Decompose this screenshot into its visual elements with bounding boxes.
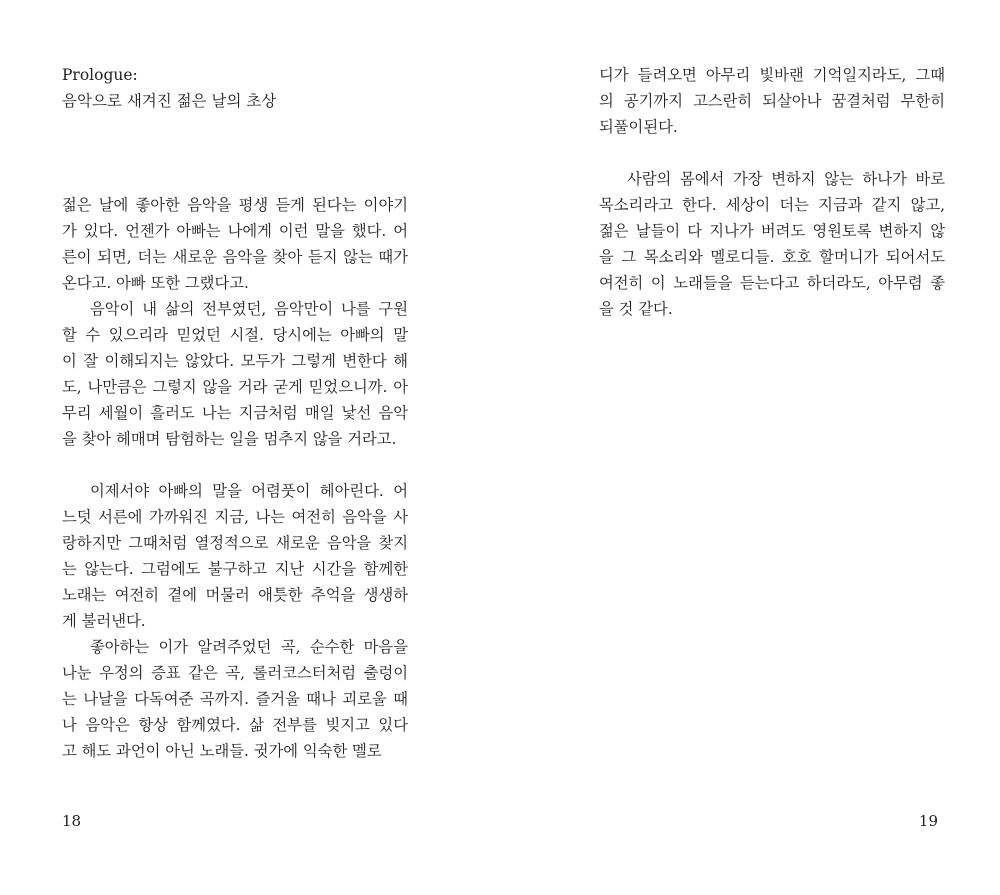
text-line: 이 잘 이해되지는 않았다. 모두가 그렇게 변한다 해 (62, 352, 408, 370)
text-line: 여전히 이 노래들을 듣는다고 하더라도, 아무렴 좋 (599, 274, 945, 292)
text-line: 가 있다. 언젠가 아빠는 나에게 이런 말을 했다. 어 (62, 222, 408, 240)
text-line: 이제서야 아빠의 말을 어렴풋이 헤아린다. 어 (90, 482, 408, 500)
text-line: 무리 세월이 흘러도 나는 지금처럼 매일 낯선 음악 (62, 404, 408, 422)
paragraph (62, 478, 408, 634)
text-line: 느덧 서른에 가까워진 지금, 나는 여전히 음악을 사 (62, 508, 408, 526)
text-line: 좋아하는 이가 알려주었던 곡, 순수한 마음을 (90, 638, 408, 656)
chapter-heading (62, 62, 276, 114)
text-line: 젊은 날에 좋아한 음악을 평생 듣게 된다는 이야기 (62, 196, 408, 214)
text-line: 음악이 내 삶의 전부였던, 음악만이 나를 구원 (90, 300, 408, 318)
text-line: 을 것 같다. (599, 300, 673, 318)
text-line: 나눈 우정의 증표 같은 곡, 롤러코스터처럼 출렁이 (62, 664, 408, 682)
paragraph-gap (62, 452, 408, 478)
text-line: 나 음악은 항상 함께였다. 삶 전부를 빚지고 있다 (62, 716, 408, 734)
paragraph (599, 62, 945, 140)
text-line: 디가 들려오면 아무리 빛바랜 기억일지라도, 그때 (599, 66, 945, 84)
paragraph (62, 296, 408, 452)
text-line: 는 나날을 다독여준 곡까지. 즐거울 때나 괴로울 때 (62, 690, 408, 708)
text-line: 되풀이된다. (599, 118, 678, 136)
paragraph (62, 192, 408, 296)
right-page-body (599, 62, 945, 322)
left-page-body (62, 192, 408, 764)
text-line: 고 해도 과언이 아닌 노래들. 귓가에 익숙한 멜로 (62, 742, 382, 760)
text-line: 사람의 몸에서 가장 변하지 않는 하나가 바로 (627, 170, 945, 188)
page-number-left: 18 (62, 812, 82, 830)
text-line: 도, 나만큼은 그렇지 않을 거라 굳게 믿었으니까. 아 (62, 378, 408, 396)
text-line: 른이 되면, 더는 새로운 음악을 찾아 듣지 않는 때가 (62, 248, 408, 266)
paragraph (599, 166, 945, 322)
chapter-label: Prologue: (62, 66, 138, 84)
text-line: 을 찾아 헤매며 탐험하는 일을 멈추지 않을 거라고. (62, 430, 397, 448)
right-page (500, 0, 1000, 895)
text-line: 의 공기까지 고스란히 되살아나 꿈결처럼 무한히 (599, 92, 945, 110)
text-line: 랑하지만 그때처럼 열정적으로 새로운 음악을 찾지 (62, 534, 408, 552)
paragraph (62, 634, 408, 764)
text-line: 노래는 여전히 곁에 머물러 애틋한 추억을 생생하 (62, 586, 408, 604)
text-line: 젊은 날들이 다 지나가 버려도 영원토록 변하지 않 (599, 222, 945, 240)
chapter-title: 음악으로 새겨진 젊은 날의 초상 (62, 92, 277, 110)
paragraph-gap (599, 140, 945, 166)
text-line: 을 그 목소리와 멜로디들. 호호 할머니가 되어서도 (599, 248, 945, 266)
text-line: 할 수 있으리라 믿었던 시절. 당시에는 아빠의 말 (62, 326, 408, 344)
text-line: 목소리라고 한다. 세상이 더는 지금과 같지 않고, (599, 196, 945, 214)
page-number-right: 19 (918, 812, 938, 830)
text-line: 온다고. 아빠 또한 그랬다고. (62, 274, 249, 292)
text-line: 게 불러낸다. (62, 612, 146, 630)
text-line: 는 않는다. 그럼에도 불구하고 지난 시간을 함께한 (62, 560, 408, 578)
